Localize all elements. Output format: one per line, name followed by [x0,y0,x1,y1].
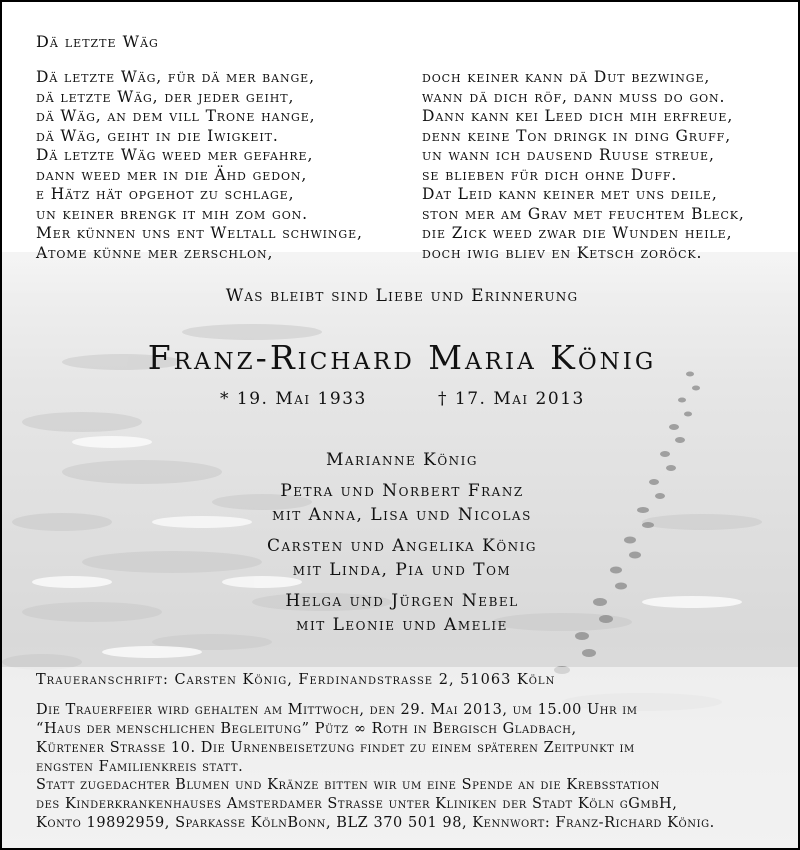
funeral-line: Kürtener Strasse 10. Die Urnenbeisetzung findet zu einem späteren Zeitpunkt im [36,740,635,756]
poem-title: Dä letzte Wäg [36,32,159,51]
poem-line: denn keine Ton dringk in ding Gruff, [422,126,732,145]
donation-line: des Kinderkrankenhauses Amsterdamer Strasse unter Kliniken der Stadt Köln gGmbH, [36,796,678,812]
mourner-group [2,479,800,527]
mourner-line: Helga und Jürgen Nebel [285,591,519,611]
poem-line: un wann ich dausend Ruuse streue, [422,146,715,164]
funeral-line: “Haus der menschlichen Begleitung” Pütz ∞ Roth in Bergisch Gladbach, [36,721,577,737]
poem-line: Dä letzte Wäg weed mer gefahre, [36,146,314,164]
memorial-motto: Was bleibt sind Liebe und Erinnerung [225,286,579,306]
mourners-list [2,448,800,644]
donation-line: Statt zugedachter Blumen und Kränze bitten wir um eine Spende an die Krebsstation [36,777,660,793]
poem-line: die Zick weed zwar die Wunden heile, [422,224,733,242]
poem-left-column [36,68,363,263]
mourner-line: mit Anna, Lisa und Nicolas [272,505,532,525]
mourning-address: Traueranschrift: Carsten König, Ferdinandstrasse 2, 51063 Köln [36,672,556,688]
donation-line: Konto 19892959, Sparkasse KölnBonn, BLZ 370 501 98, Kennwort: Franz-Richard König. [36,815,715,831]
poem-line: Dat Leid kann keiner met uns deile, [422,185,718,203]
poem-line: Mer künnen uns ent Weltall schwinge, [36,224,363,242]
mourner-group [2,589,800,637]
poem-line: dä Wäg, geiht in die Iwigkeit. [36,126,279,145]
poem-right-column [422,68,745,263]
mourner-line: Carsten und Angelika König [267,536,537,556]
funeral-line: engsten Familienkreis statt. [36,759,244,775]
poem-line: wann dä dich röf, dann muss do gon. [422,87,726,106]
mourner-group [2,534,800,582]
poem-line: dä letzte Wäg, der jeder geiht, [36,87,295,106]
poem-line: doch keiner kann dä Dut bezwinge, [422,68,711,86]
funeral-line: Die Trauerfeier wird gehalten am Mittwoch, den 29. Mai 2013, um 15.00 Uhr im [36,702,638,718]
mourner-line: mit Leonie und Amelie [296,615,508,635]
deceased-name: Franz-Richard Maria König [147,338,657,377]
mourner-group [2,448,800,472]
poem-line: Atome künne mer zerschlon, [36,243,274,262]
poem-line: un keiner brengk it mih zom gon. [36,204,308,223]
poem-line: ston mer am Grav met feuchtem Bleck, [422,204,745,223]
mourner-line: Marianne König [325,450,479,470]
mourner-line: mit Linda, Pia und Tom [292,560,512,580]
death-date: † 17. Mai 2013 [438,389,585,409]
poem-line: dä Wäg, an dem vill Trone hange, [36,107,316,125]
mourner-line: Petra und Norbert Franz [280,481,524,501]
poem-line: e Hätz hät opgehot zu schlage, [36,185,295,203]
poem-line: Dann kann kei Leed dich mih erfreue, [422,107,734,125]
birth-date: * 19. Mai 1933 [220,389,367,409]
poem-line: Dä letzte Wäg, für dä mer bange, [36,68,315,86]
funeral-notice [36,701,768,777]
poem-line: se blieben für dich ohne Duff. [422,165,678,184]
poem-line: doch iwig bliev en Ketsch zoröck. [422,243,703,262]
poem-line: dann weed mer in die Ähd gedon, [36,165,308,184]
donation-notice [36,776,768,833]
